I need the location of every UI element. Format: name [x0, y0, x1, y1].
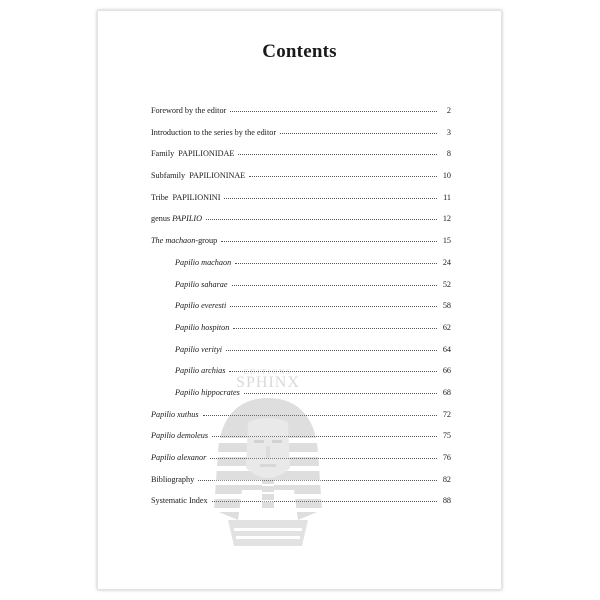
toc-entry-papilio-demoleus: [151, 430, 451, 452]
toc-entry-label: Papilio xuthus: [151, 409, 199, 419]
toc-label-prefix: genus: [151, 214, 173, 224]
toc-page-number: 3: [446, 127, 451, 137]
toc-entry-label: Papilio hospiton: [175, 322, 230, 332]
dot-leader: [280, 126, 437, 134]
toc-entry-systematic-index: [151, 495, 451, 517]
dot-leader: [230, 299, 437, 307]
dot-leader: [233, 321, 437, 329]
dot-leader: [230, 104, 437, 112]
dot-leader: [212, 429, 437, 437]
dot-leader: [249, 169, 437, 177]
dot-leader: [224, 191, 437, 199]
dot-leader: [238, 147, 437, 155]
toc-entry-label: Papilio hippocrates: [175, 387, 240, 397]
toc-page-number: 88: [442, 496, 451, 506]
toc-entry-label: Introduction to the series by the editor: [151, 127, 277, 137]
watermark-brand-top: EDITIONS: [243, 368, 293, 376]
toc-entry-label: Papilio demoleus: [151, 431, 209, 441]
toc-entry-label: Family PAPILIONIDAE: [151, 149, 235, 159]
toc-entry-label: Papilio saharae: [175, 279, 228, 289]
dot-leader: [212, 494, 437, 502]
toc-entry-label: Subfamily PAPILIONINAE: [151, 171, 246, 181]
toc-entry-introduction: [151, 127, 451, 149]
toc-entry-label: Papilio archias: [175, 366, 226, 376]
toc-entry-label: Foreword by the editor: [151, 106, 227, 115]
toc-page-number: 72: [442, 409, 451, 419]
toc-page-number: 15: [442, 236, 451, 246]
toc-page-number: 58: [442, 301, 451, 311]
dot-leader: [206, 212, 437, 220]
toc-entry-papilio-saharae: [151, 279, 451, 301]
toc-entry-label: Bibliography: [151, 474, 195, 484]
toc-page-number: 10: [442, 171, 451, 181]
toc-entry-papilio-hospiton: [151, 322, 451, 344]
toc-page-number: 52: [442, 279, 451, 289]
toc-entry-subfamily: [151, 170, 451, 192]
toc-entry-label: [151, 214, 204, 224]
dot-leader: [203, 408, 437, 416]
toc-entry-papilio-machaon: [151, 257, 451, 279]
table-of-contents: [151, 105, 451, 517]
toc-entry-papilio-hippocrates: [151, 387, 451, 409]
toc-label-suffix: -group: [195, 236, 218, 246]
toc-page-number: 64: [442, 344, 451, 354]
toc-entry-genus: [151, 213, 451, 235]
page-title: Contents: [262, 41, 337, 62]
toc-entry-machaon-group: [151, 235, 451, 257]
toc-entry-label: Papilio alexanor: [151, 453, 207, 462]
toc-entry-bibliography: [151, 474, 451, 496]
toc-entry-papilio-everesti: [151, 300, 451, 322]
document-page: [97, 10, 502, 590]
toc-label-italic: The machaon: [151, 236, 196, 246]
watermark-brand-name: SPHINX: [236, 374, 300, 391]
toc-entry-label: Systematic Index: [151, 496, 208, 506]
toc-entry-foreword: [151, 105, 451, 127]
toc-entry-label: [151, 236, 219, 246]
dot-leader: [210, 451, 437, 459]
toc-entry-papilio-alexanor: [151, 452, 451, 474]
toc-page-number: 82: [442, 474, 451, 484]
dot-leader: [198, 473, 437, 481]
toc-page-number: 66: [442, 366, 451, 376]
dot-leader: [235, 256, 437, 264]
dot-leader: [244, 386, 437, 394]
toc-page-number: 62: [442, 322, 451, 332]
dot-leader: [232, 278, 437, 286]
toc-entry-label: Papilio everesti: [175, 301, 227, 311]
toc-page-number: 76: [442, 453, 451, 462]
toc-page-number: 11: [443, 192, 451, 202]
toc-page-number: 75: [442, 431, 451, 441]
toc-page-number: 8: [446, 149, 451, 159]
toc-page-number: 2: [446, 106, 451, 115]
toc-entry-label: Tribe PAPILIONINI: [151, 192, 221, 202]
toc-page-number: 12: [442, 214, 451, 224]
dot-leader: [221, 234, 437, 242]
toc-entry-papilio-verityi: [151, 344, 451, 366]
toc-entry-label: Papilio verityi: [175, 344, 223, 354]
dot-leader: [229, 364, 437, 372]
toc-label-italic: PAPILIO: [172, 214, 203, 224]
toc-page-number: 68: [442, 387, 451, 397]
toc-entry-tribe: [151, 192, 451, 214]
toc-entry-label: Papilio machaon: [175, 257, 232, 267]
dot-leader: [226, 343, 437, 351]
toc-entry-papilio-archias: [151, 365, 451, 387]
toc-page-number: 24: [442, 257, 451, 267]
toc-entry-papilio-xuthus: [151, 409, 451, 431]
toc-entry-family: [151, 148, 451, 170]
